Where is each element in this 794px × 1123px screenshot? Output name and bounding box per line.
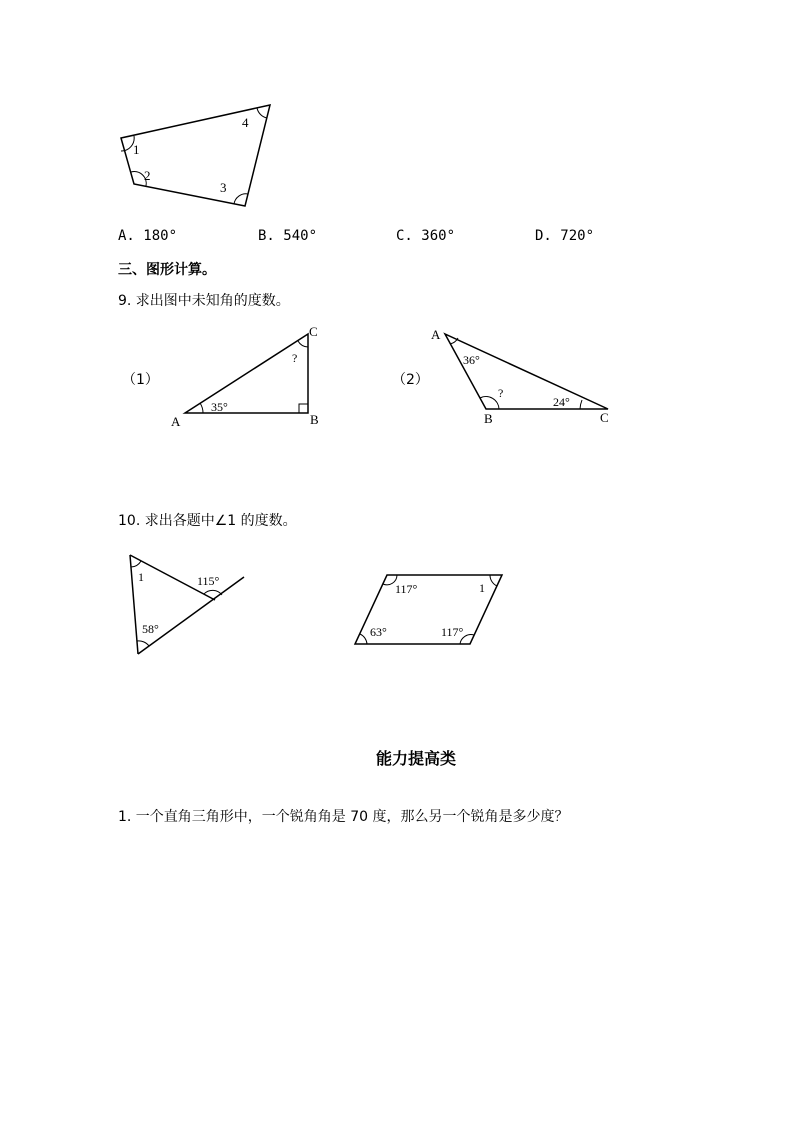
- advanced-question-1: 1. 一个直角三角形中，一个锐角角是 70 度，那么另一个锐角是多少度？: [118, 809, 569, 825]
- angle-label-3: 3: [220, 180, 227, 195]
- q9-right-triangle: [165, 320, 335, 435]
- vertex-label-b: B: [484, 411, 493, 426]
- angle-a-label: 36°: [463, 353, 480, 367]
- quadrilateral-figure: [110, 95, 310, 215]
- option-a: A. 180°: [118, 228, 178, 244]
- angle-label-1: 1: [133, 142, 140, 157]
- section-heading: 三、图形计算。: [118, 262, 216, 278]
- angle-label-2: 2: [144, 168, 151, 183]
- angle-a-label: 35°: [211, 400, 228, 414]
- vertex-label-c: C: [309, 324, 318, 339]
- angle-label-4: 4: [242, 115, 249, 130]
- vertex-label-b: B: [310, 412, 319, 427]
- option-b: B. 540°: [258, 228, 318, 244]
- vertex-label-a: A: [431, 327, 441, 342]
- option-d: D. 720°: [535, 228, 595, 244]
- bottom-right-angle-label: 117°: [441, 625, 464, 639]
- q9-obtuse-triangle: [425, 322, 625, 432]
- q9-figure-1-tag: （1）: [122, 372, 159, 388]
- angle-1-label: 1: [138, 570, 144, 584]
- advanced-section-title: 能力提高类: [376, 749, 457, 768]
- top-left-angle-label: 117°: [395, 582, 418, 596]
- bottom-angle-label: 58°: [142, 622, 159, 636]
- option-c: C. 360°: [396, 228, 456, 244]
- q10-triangle-exterior-angle: [120, 545, 260, 665]
- exterior-angle-label: 115°: [197, 574, 220, 588]
- question-9-prompt: 9. 求出图中未知角的度数。: [118, 293, 290, 309]
- bottom-left-angle-label: 63°: [370, 625, 387, 639]
- q9-figure-2-tag: （2）: [392, 372, 429, 388]
- vertex-label-a: A: [171, 414, 181, 429]
- top-right-angle-label: 1: [479, 581, 485, 595]
- vertex-label-c: C: [600, 410, 609, 425]
- question-10-prompt: 10. 求出各题中∠1 的度数。: [118, 513, 297, 529]
- angle-c-label: 24°: [553, 395, 570, 409]
- unknown-angle-label: ?: [498, 386, 504, 400]
- q10-parallelogram: [345, 565, 515, 655]
- unknown-angle-label: ?: [292, 351, 298, 365]
